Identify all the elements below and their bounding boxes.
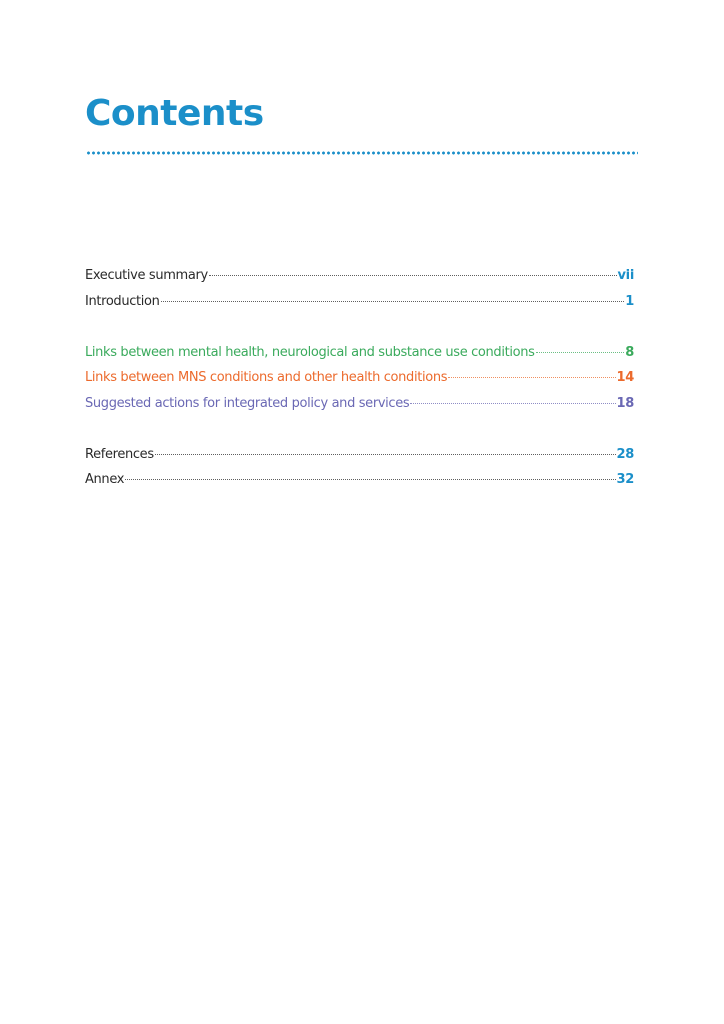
toc-label: Links between mental health, neurological and substance use conditions (85, 344, 535, 360)
toc-entry-references[interactable] (85, 445, 634, 471)
toc-entry-introduction[interactable] (85, 292, 634, 318)
toc-page-number: 28 (616, 446, 634, 462)
toc-spacer (85, 419, 634, 445)
title-dotted-rule (86, 151, 638, 155)
toc-leader-dots (448, 377, 615, 378)
toc-page-number: vii (617, 268, 634, 283)
toc-leader-dots (155, 454, 616, 455)
toc-entry-section-1[interactable] (85, 343, 634, 369)
toc-label: Executive summary (85, 268, 208, 283)
toc-label: References (85, 446, 154, 462)
toc-leader-dots (161, 301, 625, 302)
toc-leader-dots (209, 275, 617, 276)
toc-entry-executive-summary[interactable] (85, 266, 634, 292)
toc-page-number: 14 (616, 370, 634, 385)
toc-page-number: 18 (616, 395, 634, 411)
toc-entry-section-2[interactable] (85, 368, 634, 394)
toc-leader-dots (410, 403, 615, 404)
toc-entry-section-3[interactable] (85, 394, 634, 420)
toc-label: Suggested actions for integrated policy and services (85, 395, 410, 411)
toc-page-number: 1 (625, 293, 634, 309)
toc-page-number: 8 (625, 344, 634, 360)
page-title: Contents (85, 93, 264, 134)
toc-page-number: 32 (616, 472, 634, 487)
table-of-contents (85, 266, 634, 496)
toc-leader-dots (125, 479, 615, 480)
toc-entry-annex[interactable] (85, 470, 634, 496)
toc-spacer (85, 317, 634, 343)
toc-label: Introduction (85, 293, 160, 309)
toc-label: Links between MNS conditions and other health conditions (85, 370, 448, 385)
toc-leader-dots (536, 352, 625, 353)
toc-label: Annex (85, 472, 125, 487)
